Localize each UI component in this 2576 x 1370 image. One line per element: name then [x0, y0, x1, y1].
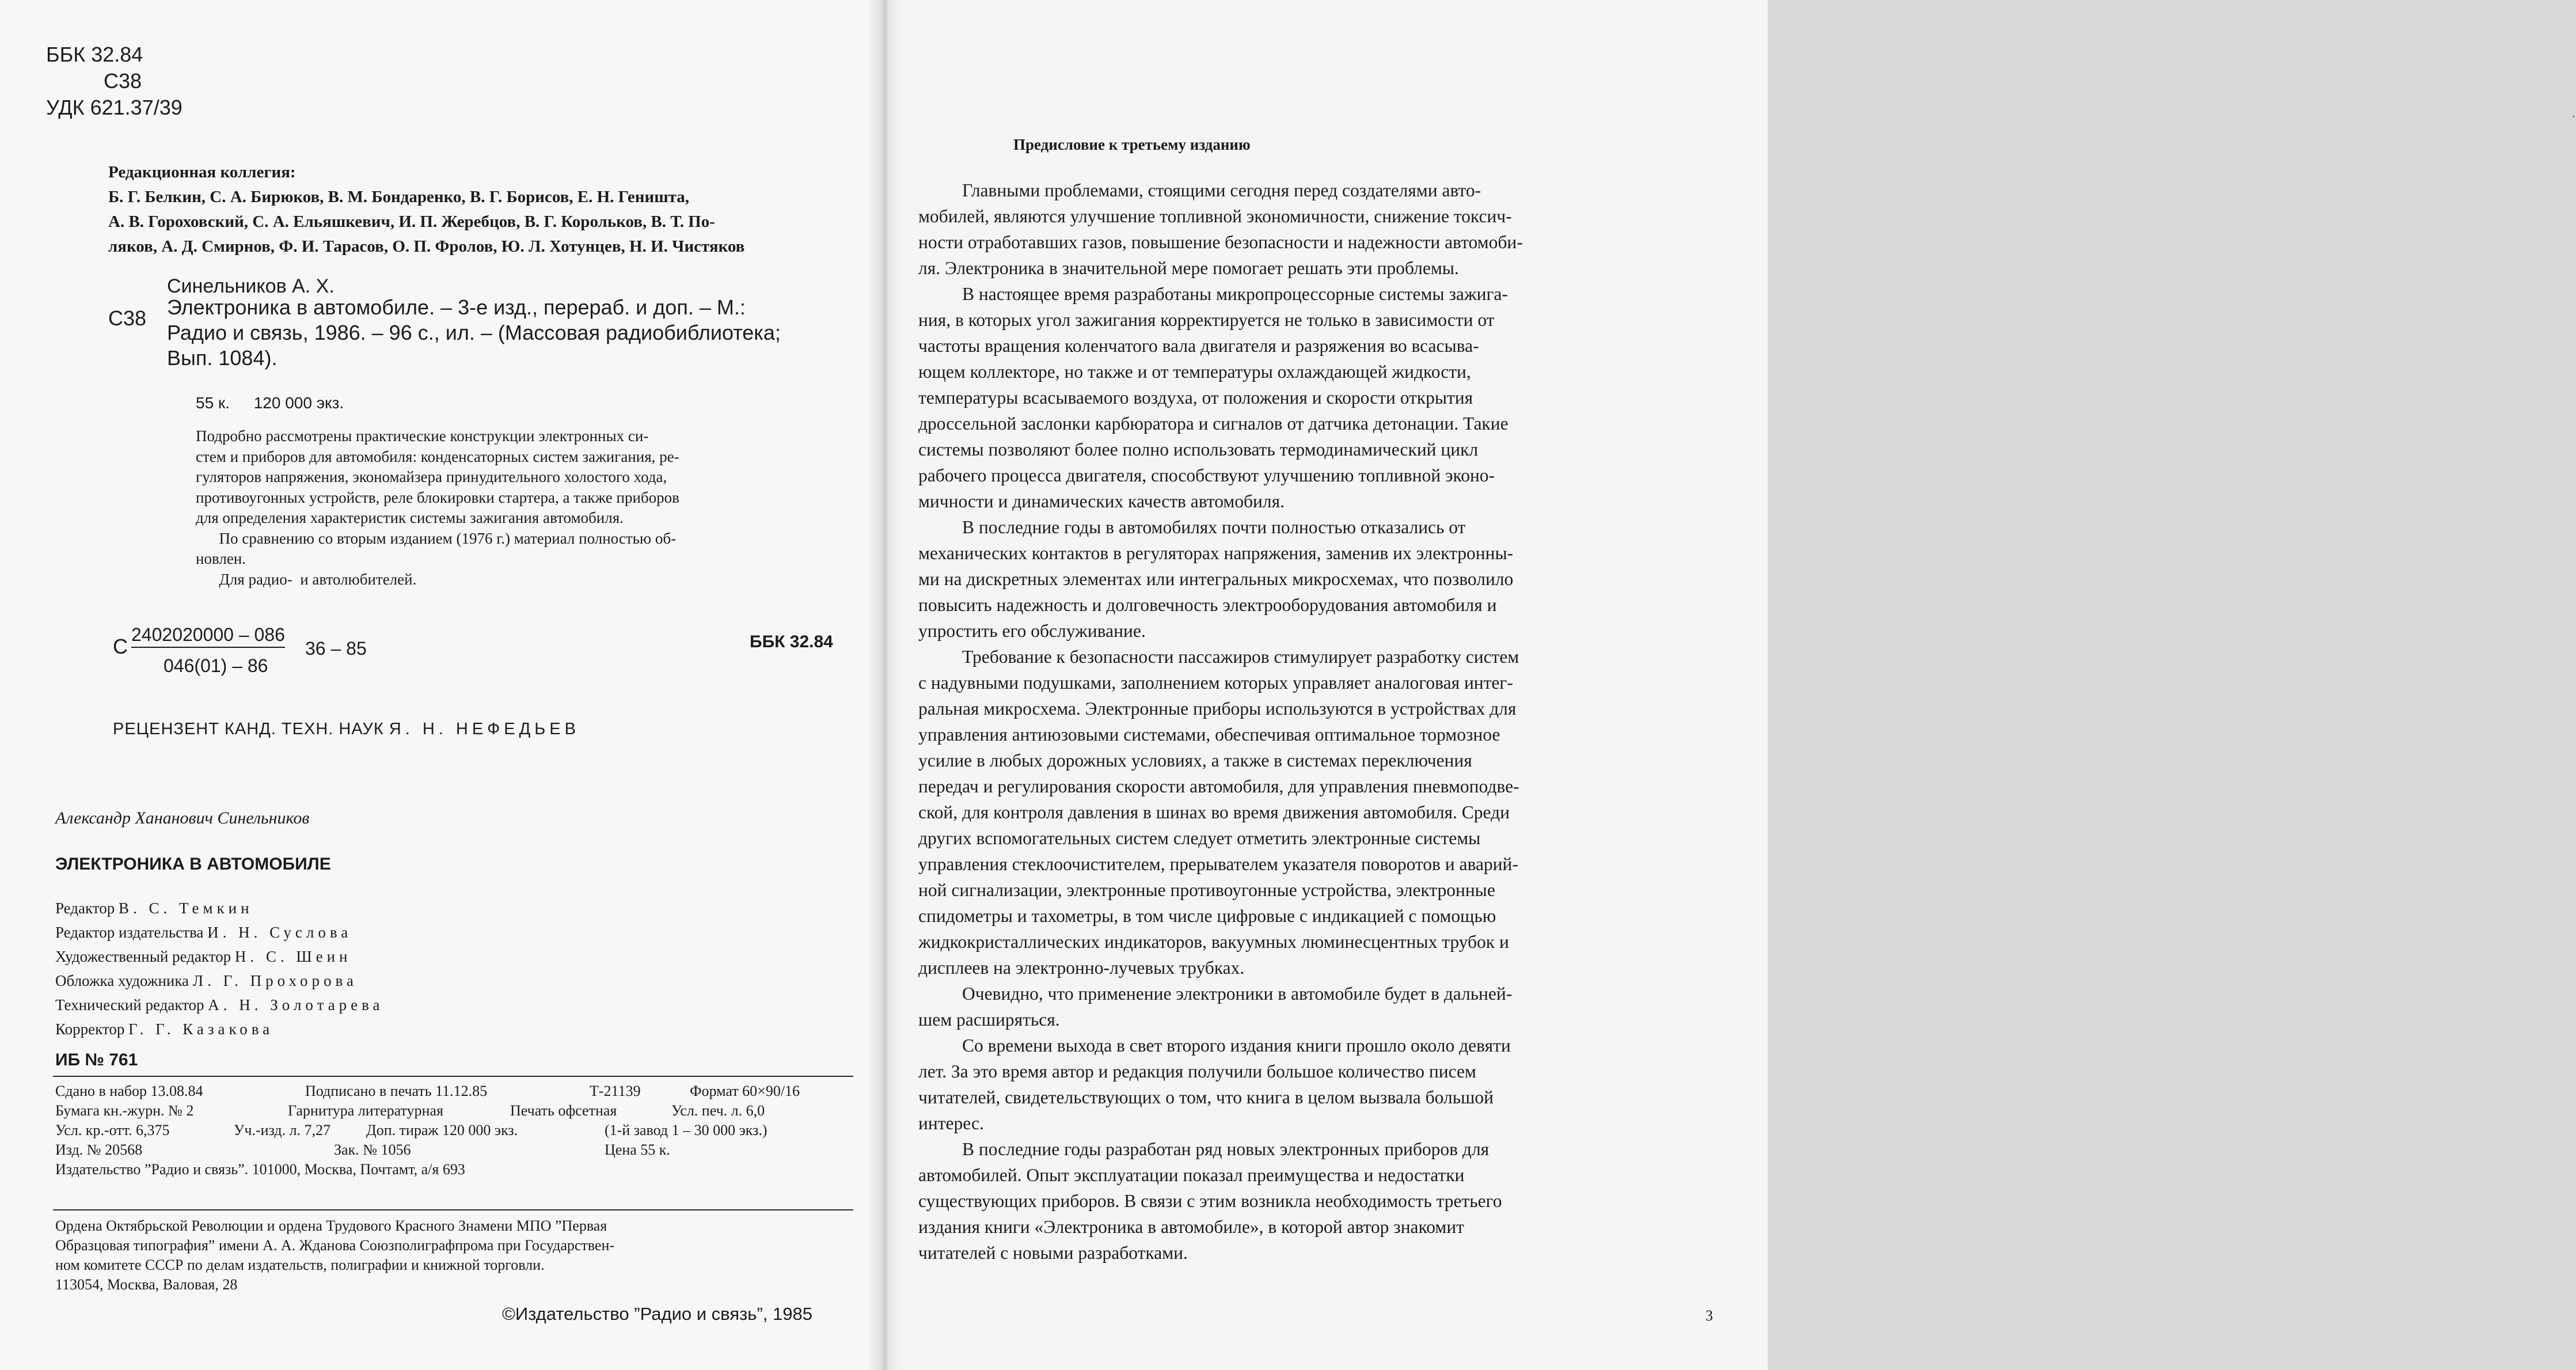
- imprint-cell: Гарнитура литературная: [288, 1102, 443, 1119]
- staff-role: Художественный редактор: [55, 948, 231, 965]
- imprint-cell: Доп. тираж 120 000 экз.: [366, 1122, 518, 1138]
- preface-line: В настоящее время разработаны микропроцессорные системы зажига-: [962, 284, 1508, 304]
- preface-line: дроссельной заслонки карбюратора и сигналов от датчика детонации. Такие: [918, 413, 1509, 434]
- preface-line: существующих приборов. В связи с этим возникла необходимость третьего: [918, 1191, 1502, 1211]
- preface-line: управления антиюзовыми системами, обеспечивая оптимальное тормозное: [918, 724, 1500, 745]
- price-line: [196, 394, 363, 412]
- imprint-cell: Усл. кр.-отт. 6,375: [55, 1122, 170, 1138]
- classifier-prefix: С: [113, 635, 128, 658]
- classifier-denominator: 046(01) – 86: [164, 655, 268, 676]
- bbk-index: ББК 32.84: [46, 43, 143, 66]
- staff-role: Обложка художника: [55, 972, 189, 989]
- reviewer: [113, 720, 580, 739]
- staff-list: [55, 896, 384, 1041]
- preface-line: ности отработавших газов, повышение безопасности и надежности автомоби-: [918, 232, 1523, 252]
- preface-line: повысить надежность и долговечность электрооборудования автомобиля и: [918, 595, 1497, 615]
- divider: [53, 1076, 853, 1077]
- imprint-cell: Усл. печ. л. 6,0: [671, 1102, 765, 1119]
- staff-role: Корректор: [55, 1020, 125, 1038]
- staff-role: Редактор издательства: [55, 924, 204, 941]
- left-page: [0, 0, 884, 1370]
- annotation-line: По сравнению со вторым изданием (1976 г.) материал полностью об-: [196, 529, 677, 547]
- preface-line: рабочего процесса двигателя, способствуют улучшению топливной эконо-: [918, 465, 1495, 485]
- classifier-numerator: 2402020000 – 086: [131, 624, 285, 648]
- preface-line: автомобилей. Опыт эксплуатации показал преимущества и недостатки: [918, 1165, 1465, 1185]
- staff-entry: [55, 896, 384, 920]
- annotation-line: противоугонных устройств, реле блокировки стартера, а также приборов: [196, 488, 679, 506]
- imprint-cell: Зак. № 1056: [334, 1141, 411, 1158]
- preface-line: интерес.: [918, 1113, 984, 1133]
- preface-line: ральная микросхема. Электронные приборы используются в устройствах для: [918, 699, 1517, 719]
- staff-name: В. С. Темкин: [118, 900, 253, 917]
- imprint-row: [55, 1081, 856, 1101]
- preface-body: [918, 177, 1713, 1266]
- staff-name: Л. Г. Прохорова: [192, 972, 358, 989]
- preface-line: мобилей, являются улучшение топливной экономичности, снижение токсич-: [918, 206, 1512, 226]
- annotation-line: новлен.: [196, 550, 246, 567]
- print-run: 120 000 экз.: [253, 394, 344, 412]
- preface-title: Предисловие к третьему изданию: [1013, 136, 1251, 153]
- preface-line: передач и регулирования скорости автомобиля, для управления пневмоподве-: [918, 776, 1519, 796]
- catalog-line: Радио и связь, 1986. – 96 с., ил. – (Массовая радиобиблиотека;: [167, 321, 781, 344]
- preface-line: мичности и динамических качеств автомобиля.: [918, 491, 1285, 511]
- preface-line: усилие в любых дорожных условиях, а также в системах переключения: [918, 750, 1472, 771]
- imprint-cell: Цена 55 к.: [605, 1141, 670, 1158]
- preface-line: В последние годы разработан ряд новых электронных приборов для: [962, 1139, 1490, 1159]
- preface-line: В последние годы в автомобилях почти полностью отказались от: [962, 517, 1466, 537]
- preface-line: ля. Электроника в значительной мере помогает решать эти проблемы.: [918, 258, 1459, 278]
- book-title: ЭЛЕКТРОНИКА В АВТОМОБИЛЕ: [55, 855, 331, 874]
- preface-line: читателей с новыми разработками.: [918, 1243, 1188, 1263]
- annotation-line: гуляторов напряжения, экономайзера принудительного холостого хода,: [196, 468, 667, 485]
- catalog-author: Синельников А. Х.: [167, 275, 335, 297]
- imprint-cell: Т-21139: [590, 1083, 641, 1099]
- annotation-line: Подробно рассмотрены практические конструкции электронных си-: [196, 427, 649, 445]
- preface-line: читателей, свидетельствующих о том, что книга в целом вызвала большой: [918, 1087, 1494, 1107]
- preface-line: упростить его обслуживание.: [918, 621, 1146, 641]
- price: 55 к.: [196, 394, 230, 412]
- catalog-line: Вып. 1084).: [167, 346, 278, 370]
- page-number: 3: [1705, 1307, 1713, 1324]
- preface-line: жидкокристаллических индикаторов, вакуумных люминесцентных трубок и: [918, 932, 1509, 952]
- preface-line: управления стеклоочистителем, прерывателем указателя поворотов и аварий-: [918, 854, 1518, 874]
- imprint-row: [55, 1101, 856, 1121]
- editorial-board-line: ляков, А. Д. Смирнов, Ф. И. Тарасов, О. П. Фролов, Ю. Л. Хотунцев, Н. И. Чистяков: [108, 237, 745, 256]
- catalog-description: [167, 295, 781, 371]
- preface-line: ми на дискретных элементах или интегральных микросхемах, что позволило: [918, 569, 1514, 589]
- classification-block: [46, 41, 183, 121]
- imprint-row: [55, 1121, 856, 1140]
- author-sign: С38: [104, 69, 142, 93]
- printer-line: Образцовая типография” имени А. А. Жданова Союзполиграфпрома при Государствен-: [55, 1237, 615, 1254]
- imprint-table: [55, 1081, 856, 1179]
- imprint-cell: Сдано в набор 13.08.84: [55, 1083, 203, 1099]
- classifier-bbk: ББК 32.84: [750, 632, 833, 651]
- imprint-cell: Печать офсетная: [510, 1102, 617, 1119]
- reviewer-label: РЕЦЕНЗЕНТ КАНД. ТЕХН. НАУК: [113, 720, 384, 738]
- annotation-line: Для радио- и автолюбителей.: [196, 570, 417, 588]
- imprint-row: [55, 1160, 856, 1179]
- preface-line: Очевидно, что применение электроники в автомобиле будет в дальней-: [962, 984, 1513, 1004]
- staff-entry: [55, 944, 384, 969]
- staff-entry: [55, 920, 384, 944]
- preface-line: ной сигнализации, электронные противоугонные устройства, электронные: [918, 880, 1495, 900]
- preface-line: издания книги «Электроника в автомобиле», в которой автор знакомит: [918, 1217, 1464, 1237]
- editorial-board-line: А. В. Гороховский, С. А. Ельяшкевич, И. П. Жеребцов, В. Г. Корольков, В. Т. По-: [108, 212, 715, 231]
- preface-line: Со времени выхода в свет второго издания книги прошло около девяти: [962, 1035, 1511, 1056]
- printer-line: Ордена Октябрьской Революции и ордена Трудового Красного Знамени МПО ”Первая: [55, 1217, 607, 1234]
- printer-line: ном комитете СССР по делам издательств, полиграфии и книжной торговли.: [55, 1257, 545, 1273]
- imprint-cell: Уч.-изд. л. 7,27: [234, 1122, 331, 1138]
- udk-index: УДК 621.37/39: [46, 96, 183, 119]
- staff-name: А. Н. Золотарева: [208, 996, 384, 1014]
- staff-entry: [55, 1017, 384, 1041]
- imprint-cell: Изд. № 20568: [55, 1141, 143, 1158]
- staff-role: Редактор: [55, 900, 115, 917]
- author-full-name: Александр Ханaнович Синельников: [55, 809, 310, 828]
- preface-line: других вспомогательных систем следует отметить электронные системы: [918, 828, 1481, 848]
- preface-line: дисплеев на электронно-лучевых трубках.: [918, 958, 1245, 978]
- publisher-address: Издательство ”Радио и связь”. 101000, Москва, Почтамт, а/я 693: [55, 1161, 465, 1178]
- editorial-board-line: Б. Г. Белкин, С. А. Бирюков, В. М. Бондаренко, В. Г. Борисов, Е. Н. Геништа,: [108, 188, 690, 206]
- preface-line: ния, в которых угол зажигания корректируется не только в зависимости от: [918, 310, 1495, 330]
- reviewer-name: Я. Н. НЕФЕДЬЕВ: [389, 720, 580, 738]
- preface-line: ющем коллекторе, но также и от температуры охлаждающей жидкости,: [918, 362, 1471, 382]
- staff-role: Технический редактор: [55, 996, 204, 1014]
- annotation-line: стем и приборов для автомобиля: конденсаторных систем зажигания, ре-: [196, 447, 679, 465]
- preface-line: механических контактов в регуляторах напряжения, заменив их электронны-: [918, 543, 1514, 563]
- imprint-cell: Формат 60×90/16: [690, 1083, 800, 1099]
- editorial-board: [108, 160, 845, 259]
- staff-entry: [55, 969, 384, 993]
- page-mark: ·: [2571, 108, 2576, 126]
- imprint-cell: (1-й завод 1 – 30 000 экз.): [605, 1122, 768, 1138]
- staff-name: Г. Г. Казакова: [128, 1020, 274, 1038]
- copyright: ©Издательство ”Радио и связь”, 1985: [502, 1304, 812, 1324]
- preface-line: Требование к безопасности пассажиров стимулирует разработку систем: [962, 647, 1519, 667]
- printer-info: [55, 1216, 614, 1295]
- staff-name: Н. С. Шеин: [234, 948, 352, 965]
- classifier-suffix: 36 – 85: [305, 638, 367, 659]
- preface-line: шем расширяться.: [918, 1010, 1060, 1030]
- annotation-line: для определения характеристик системы зажигания автомобиля.: [196, 509, 624, 526]
- preface-line: Главными проблемами, стоящими сегодня перед создателями авто-: [962, 180, 1481, 200]
- preface-line: системы позволяют более полно использовать термодинамический цикл: [918, 439, 1479, 460]
- staff-name: И. Н. Суслова: [207, 924, 352, 941]
- preface-line: частоты вращения коленчатого вала двигателя и разряжения во всасыва-: [918, 336, 1479, 356]
- preface-line: лет. За это время автор и редакция получили большое количество писем: [918, 1061, 1476, 1081]
- preface-line: спидометры и тахометры, в том числе цифровые с индикацией с помощью: [918, 906, 1496, 926]
- catalog-line: Электроника в автомобиле. – 3-е изд., перераб. и доп. – М.:: [167, 295, 746, 319]
- preface-line: температуры всасываемого воздуха, от положения и скорости открытия: [918, 388, 1473, 408]
- annotation: [196, 426, 846, 590]
- ib-number: ИБ № 761: [55, 1050, 138, 1069]
- divider: [53, 1209, 853, 1210]
- staff-entry: [55, 993, 384, 1017]
- imprint-cell: Бумага кн.-журн. № 2: [55, 1102, 194, 1119]
- imprint-cell: Подписано в печать 11.12.85: [305, 1083, 488, 1099]
- catalog-code: С38: [108, 306, 147, 330]
- preface-line: ской, для контроля давления в шинах во время движения автомобиля. Среди: [918, 802, 1510, 822]
- imprint-row: [55, 1140, 856, 1160]
- book-gutter: [867, 0, 901, 1370]
- preface-line: с надувными подушками, заполнением которых управляет аналоговая интег-: [918, 673, 1513, 693]
- editorial-board-heading: Редакционная коллегия:: [108, 163, 296, 181]
- printer-line: 113054, Москва, Валовая, 28: [55, 1276, 238, 1293]
